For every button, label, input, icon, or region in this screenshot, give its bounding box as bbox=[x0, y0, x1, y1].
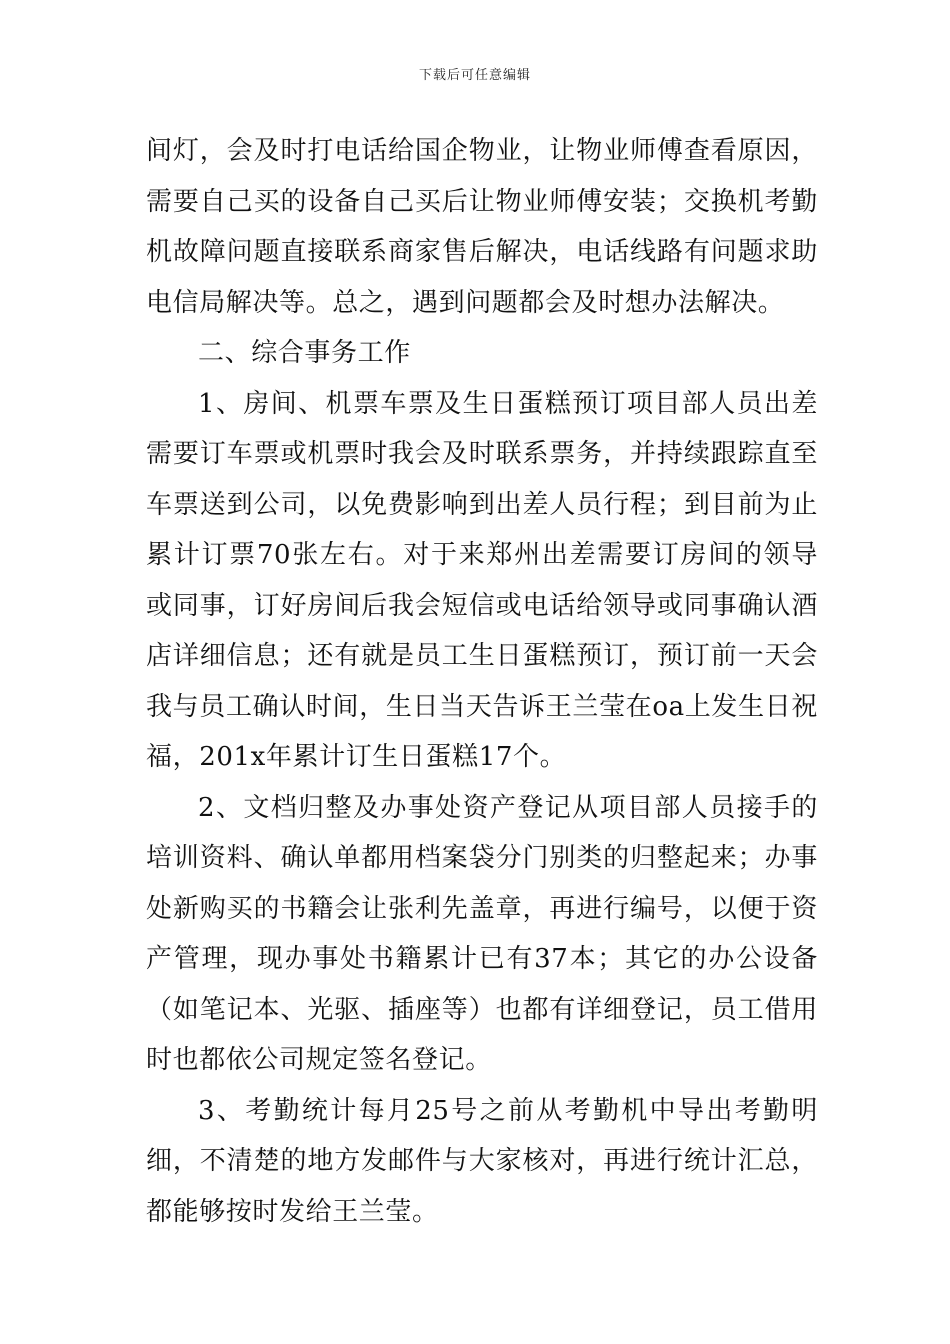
paragraph-item-1: 1、房间、机票车票及生日蛋糕预订项目部人员出差需要订车票或机票时我会及时联系票务，并持续跟踪直至车票送到公司，以免费影响到出差人员行程；到目前为止累计订票70张左右。对于来郑州出差需要订房间的领导或同事，订好房间后我会短信或电话给领导或同事确认酒店详细信息；还有就是员工生日蛋糕预订，预订前一天会我与员工确认时间，生日当天告诉王兰莹在oa上发生日祝福，201x年累计订生日蛋糕17个。 bbox=[146, 388, 818, 772]
document-body bbox=[146, 126, 818, 1237]
paragraph-item-3: 3、考勤统计每月25号之前从考勤机中导出考勤明细，不清楚的地方发邮件与大家核对，再进行统计汇总，都能够按时发给王兰莹。 bbox=[146, 1095, 818, 1227]
paragraph-item-2: 2、文档归整及办事处资产登记从项目部人员接手的培训资料、确认单都用档案袋分门别类的归整起来；办事处新购买的书籍会让张利先盖章，再进行编号，以便于资产管理，现办事处书籍累计已有37本；其它的办公设备（如笔记本、光驱、插座等）也都有详细登记，员工借用时也都依公司规定签名登记。 bbox=[146, 792, 818, 1075]
page-header: 下载后可任意编辑 bbox=[418, 68, 531, 83]
section-heading: 二、综合事务工作 bbox=[198, 338, 411, 368]
paragraph-continuation: 间灯，会及时打电话给国企物业，让物业师傅查看原因，需要自己买的设备自己买后让物业师傅安装；交换机考勤机故障问题直接联系商家售后解决，电话线路有问题求助电信局解决等。总之，遇到问题都会及时想办法解决。 bbox=[146, 136, 818, 318]
